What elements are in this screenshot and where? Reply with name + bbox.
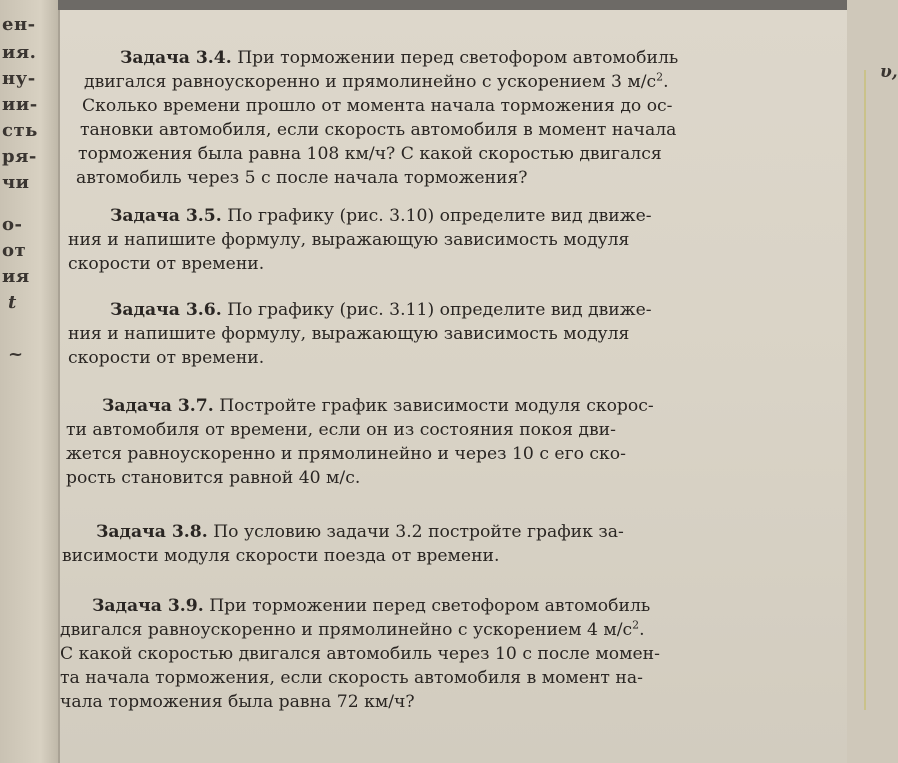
task-title: Задача 3.7. [102,396,214,416]
task-3-8 [62,520,624,568]
superscript: 2 [656,70,664,84]
task-line: Сколько времени прошло от момента начала торможения до ос- [82,96,673,116]
task-title: Задача 3.8. [96,522,208,542]
task-line: По графику (рис. 3.11) определите вид движе- [227,300,652,320]
task-line: скорости от времени. [68,348,265,368]
task-line: двигался равноускоренно и прямолинейно с ускорением 4 м/с [60,620,633,640]
task-title: Задача 3.6. [110,300,222,320]
left-page-fragment: от [2,240,27,261]
task-line: При торможении перед светофором автомобиль [237,48,679,68]
task-line: чала торможения была равна 72 км/ч? [60,692,415,712]
task-line: автомобиль через 5 с после начала торможения? [76,168,528,188]
task-line: та начала торможения, если скорость автомобиля в момент на- [60,668,643,688]
task-title: Задача 3.9. [92,596,204,616]
task-3-5 [64,204,652,276]
superscript: 2 [632,618,640,632]
left-page-fragment: чи [2,172,30,193]
task-3-6 [64,298,652,370]
left-page-fragment: ия [2,266,30,287]
left-page-fragment: сть [2,120,38,141]
left-page-fragment: о- [2,214,23,235]
task-line: ния и напишите формулу, выражающую зависимость модуля [68,230,630,250]
margin-rule [864,70,866,710]
task-line: По условию задачи 3.2 постройте график за- [213,522,624,542]
task-line: По графику (рис. 3.10) определите вид движе- [227,206,652,226]
task-line: скорости от времени. [68,254,265,274]
task-line: ния и напишите формулу, выражающую зависимость модуля [68,324,630,344]
task-line: ти автомобиля от времени, если он из состояния покоя дви- [66,420,616,440]
task-title: Задача 3.4. [120,48,232,68]
task-line: жется равноускоренно и прямолинейно и через 10 с его ско- [66,444,626,464]
left-page-fragment: ну- [2,68,36,89]
task-3-9: Задача 3.9. При торможении перед светофором автомобиль двигался равноускоренно и прямолинейно с ускорением 4 $м/с^2$. С какой скоростью двигался автомобиль через 10 с после момен- та начала торможения, если скорость автомобиля в момент на- чала торможения была равна 72 км/ч? [60,596,660,712]
left-page-fragment: t [8,292,17,313]
task-line: рость становится равной 40 м/с. [66,468,361,488]
left-page-fragment: ия. [2,42,37,63]
task-line: Постройте график зависимости модуля скорос- [219,396,654,416]
left-page-fragment: ии- [2,94,38,115]
task-line: торможения была равна 108 км/ч? С какой скоростью двигался [78,144,662,164]
task-title: Задача 3.5. [110,206,222,226]
margin-symbol: υ, [880,62,898,82]
left-page-fragment: ~ [8,344,24,365]
task-line: двигался равноускоренно и прямолинейно с ускорением 3 м/с [84,72,657,92]
task-3-4: Задача 3.4. При торможении перед светофором автомобиль двигался равноускоренно и прямолинейно с ускорением 3 $м/с^2$. Сколько времени прошло от момента начала торможения до ос- тановки автомобиля, если скорость автомобиля в момент начала торможения была равна 108 км/ч? С какой скоростью двигался автомобиль через 5 с после начала торможения? [76,48,679,188]
textbook-page [58,10,898,763]
left-page-fragment: ря- [2,146,37,167]
task-line: С какой скоростью двигался автомобиль через 10 с после момен- [60,644,660,664]
task-line: тановки автомобиля, если скорость автомобиля в момент начала [80,120,677,140]
task-3-7 [64,394,654,490]
task-line: висимости модуля скорости поезда от времени. [62,546,500,566]
left-page-fragment: ен- [2,14,36,35]
left-page-strip [0,0,58,763]
task-line: При торможении перед светофором автомобиль [209,596,651,616]
